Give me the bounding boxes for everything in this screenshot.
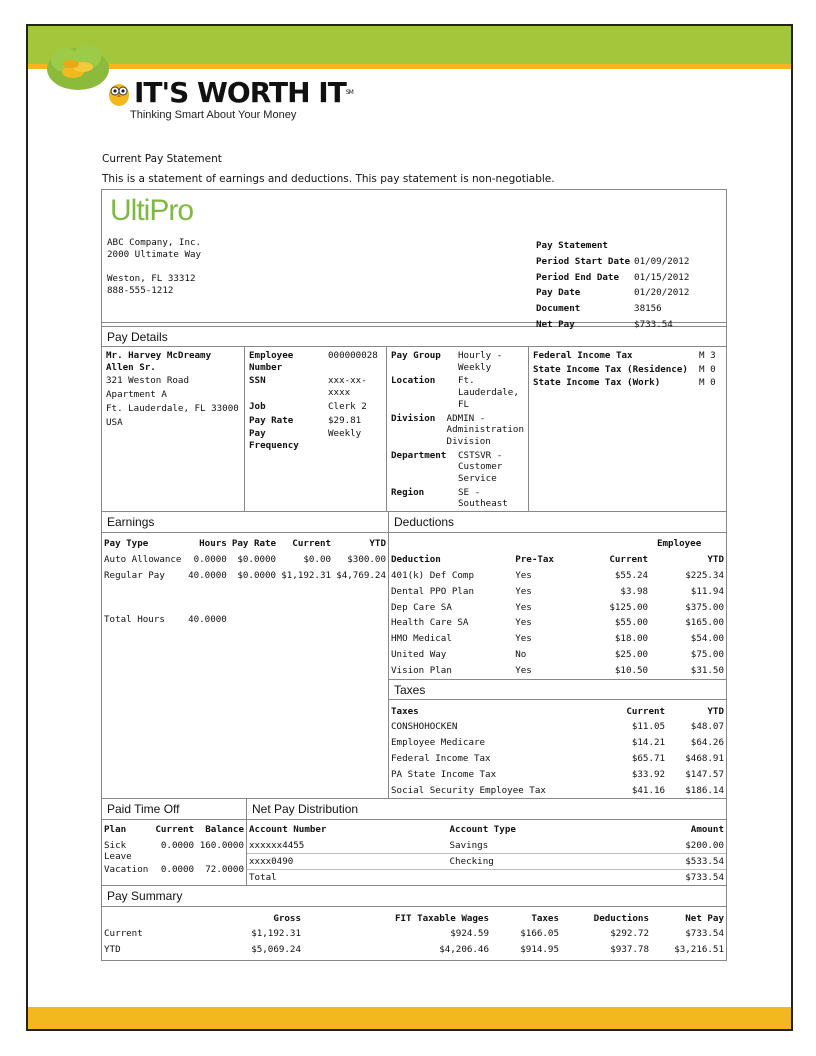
earnings-header: Hours <box>199 538 227 550</box>
table-row <box>102 838 246 862</box>
earnings-cell: $1,192.31 <box>281 569 332 581</box>
deduction-cell: Yes <box>515 569 532 581</box>
tax-cell: $65.71 <box>631 752 666 764</box>
employee-apt: Apartment A <box>106 389 167 401</box>
npd-table <box>247 822 726 885</box>
earnings-cell: Auto Allowance <box>104 554 182 566</box>
taxes-table <box>389 703 726 798</box>
net-pay-label: Net Pay <box>536 318 575 330</box>
division-value: ADMIN - <box>446 412 486 424</box>
summary-cell: $1,192.31 <box>251 928 301 940</box>
earnings-cell: $0.00 <box>303 554 332 566</box>
table-row <box>389 662 726 678</box>
npd-cell: Savings <box>448 838 621 854</box>
summary-row-label: YTD <box>104 944 121 956</box>
group-value2: Weekly <box>458 361 492 373</box>
table-row <box>389 647 726 663</box>
table-row <box>247 838 726 854</box>
summary-cell: $5,069.24 <box>251 944 301 956</box>
total-hours-label: Total Hours <box>104 613 165 625</box>
pto-header: Plan <box>104 824 127 836</box>
deduction-cell: $225.34 <box>685 569 724 581</box>
npd-header: Amount <box>690 824 724 836</box>
pto-cell: 0.0000 <box>160 864 195 876</box>
taxes-header: Current <box>626 705 666 717</box>
table-row <box>247 854 726 870</box>
summary-cell: $166.05 <box>520 928 559 940</box>
department-value2: Customer <box>458 461 503 473</box>
table-row <box>389 766 726 782</box>
ultipro-logo: UltiPro <box>110 194 194 227</box>
deduction-cell: HMO Medical <box>391 633 452 645</box>
location-value3: FL <box>458 398 470 410</box>
pay-statement <box>101 189 727 961</box>
statement-header <box>102 190 726 330</box>
freq-label: Pay <box>249 428 266 440</box>
table-row <box>102 568 388 584</box>
table-row <box>389 751 726 767</box>
deductions-title: Deductions <box>389 512 726 533</box>
summary-cell: $937.78 <box>610 944 649 956</box>
document-value: 38156 <box>634 303 662 315</box>
emp-number-value: 000000028 <box>328 350 378 361</box>
region-label: Region <box>391 486 425 498</box>
pto-cell: Sick <box>104 839 127 851</box>
deductions-header: Pre-Tax <box>515 554 554 566</box>
state-work-tax-label: State Income Tax (Work) <box>533 377 661 389</box>
state-res-tax-value: M 0 <box>699 363 716 375</box>
net-pay-value: $733.54 <box>634 318 673 330</box>
employee-street: 321 Weston Road <box>106 375 189 387</box>
rate-value: $29.81 <box>328 414 362 426</box>
tax-cell: $11.05 <box>631 721 666 733</box>
table-row <box>389 599 726 615</box>
earnings-section <box>102 512 389 798</box>
summary-header: FIT Taxable Wages <box>394 912 489 924</box>
rate-label: Pay Rate <box>249 414 294 426</box>
employee-city: Ft. Lauderdale, FL 33000 <box>106 402 239 414</box>
taxes-title: Taxes <box>389 679 726 700</box>
tax-cell: Employee Medicare <box>391 737 486 749</box>
region-value2: Southeast <box>458 498 508 510</box>
earnings-cell: 40.0000 <box>188 569 227 581</box>
coins-cloud-icon <box>45 42 111 92</box>
pto-cell: 160.0000 <box>199 839 244 851</box>
table-row <box>389 615 726 631</box>
period-start-value: 01/09/2012 <box>634 255 690 267</box>
company-name: ABC Company, Inc. <box>107 237 202 248</box>
earnings-cell: Regular Pay <box>104 569 165 581</box>
period-start-label: Period Start Date <box>536 255 631 267</box>
summary-cell: $914.95 <box>520 944 559 956</box>
earnings-table <box>102 536 388 627</box>
tax-cell: $41.16 <box>631 784 666 796</box>
pto-cell: Vacation <box>104 864 149 876</box>
deduction-cell: $18.00 <box>614 633 649 645</box>
deduction-cell: $375.00 <box>685 601 724 613</box>
company-address <box>107 237 201 297</box>
region-value: SE - <box>458 486 481 498</box>
table-row <box>102 552 388 568</box>
deduction-cell: $25.00 <box>614 648 649 660</box>
pay-date-value: 01/20/2012 <box>634 287 690 299</box>
summary-cell: $292.72 <box>610 928 649 940</box>
pay-date-label: Pay Date <box>536 287 581 299</box>
freq-label2: Frequency <box>249 439 299 451</box>
company-phone: 888-555-1212 <box>107 285 174 296</box>
tax-cell: $468.91 <box>685 752 724 764</box>
total-hours-value: 40.0000 <box>188 613 227 625</box>
earnings-cell: $4,769.24 <box>336 569 386 581</box>
earnings-cell: $300.00 <box>347 554 386 566</box>
table-row <box>389 782 726 798</box>
npd-cell: xxxxxx4455 <box>247 838 448 854</box>
table-row <box>389 735 726 751</box>
document-label: Document <box>536 303 581 315</box>
npd-header: Account Number <box>249 824 327 836</box>
job-label: Job <box>249 400 266 412</box>
tax-cell: $147.57 <box>685 768 724 780</box>
pay-details-title: Pay Details <box>102 326 726 347</box>
earnings-header: Pay Rate <box>231 538 277 550</box>
deduction-cell: $10.50 <box>614 664 649 676</box>
deduction-cell: Yes <box>515 601 532 613</box>
table-row <box>247 869 726 885</box>
deduction-cell: Health Care SA <box>391 617 469 629</box>
freq-value: Weekly <box>328 428 362 440</box>
table-row <box>389 568 726 584</box>
employee-name-line2: Allen Sr. <box>106 361 156 373</box>
pto-netpay <box>102 799 726 886</box>
earnings-deductions <box>102 512 726 799</box>
deduction-cell: $31.50 <box>690 664 724 676</box>
deductions-header: Deduction <box>391 554 441 566</box>
department-value: CSTSVR - <box>458 449 503 461</box>
division-value3: Division <box>446 435 491 447</box>
employee-org-info <box>387 347 529 511</box>
npd-cell: $533.54 <box>621 854 726 870</box>
summary-header <box>102 910 203 926</box>
earnings-header: Pay Type <box>104 538 149 550</box>
earnings-header: Current <box>292 538 332 550</box>
brand-name: IT'S WORTH IT <box>134 76 346 109</box>
npd-cell: $200.00 <box>621 838 726 854</box>
table-row <box>102 926 726 942</box>
ssn-value: xxx-xx- <box>328 375 367 387</box>
emp-number-label2: Number <box>249 361 283 373</box>
deduction-cell: Yes <box>515 664 532 676</box>
company-street: 2000 Ultimate Way <box>107 249 202 260</box>
table-row <box>102 942 726 958</box>
deduction-cell: $55.00 <box>614 617 649 629</box>
deduction-cell: Yes <box>515 617 532 629</box>
fed-tax-status-value: M 3 <box>699 350 716 361</box>
summary-header: Taxes <box>531 912 559 924</box>
bottom-gold-band <box>28 1007 791 1029</box>
deduction-cell: $165.00 <box>685 617 724 629</box>
deduction-cell: $75.00 <box>690 648 724 660</box>
deduction-cell: No <box>515 648 527 660</box>
deduction-cell: 401(k) Def Comp <box>391 569 474 581</box>
top-green-band <box>28 26 791 64</box>
earnings-cell: 0.0000 <box>193 554 227 566</box>
deductions-group-header: Employee <box>656 538 702 550</box>
division-value2: Administration <box>446 424 524 436</box>
npd-cell: xxxx0490 <box>247 854 448 870</box>
job-value: Clerk 2 <box>328 400 367 412</box>
pto-cell: 0.0000 <box>160 839 195 851</box>
deduction-cell: $3.98 <box>620 585 649 597</box>
tax-status-info <box>529 347 726 511</box>
summary-header: Net Pay <box>685 912 724 924</box>
summary-cell: $4,206.46 <box>439 944 489 956</box>
pay-summary-title: Pay Summary <box>102 886 726 907</box>
earnings-total-row <box>102 611 388 627</box>
pto-header: Current <box>155 824 195 836</box>
npd-cell: Checking <box>448 854 621 870</box>
pto-title: Paid Time Off <box>102 799 246 820</box>
brand-logo <box>108 78 353 121</box>
tax-cell: $186.14 <box>685 784 724 796</box>
summary-header: Deductions <box>593 912 649 924</box>
pto-table <box>102 822 246 878</box>
tax-cell: Social Security Employee Tax <box>391 784 546 796</box>
pto-cell: 72.0000 <box>205 864 244 876</box>
tax-cell: $33.92 <box>631 768 666 780</box>
ssn-label: SSN <box>249 375 266 387</box>
ssn-value2: xxxx <box>328 387 351 399</box>
npd-total-label: Total <box>249 871 277 883</box>
pay-details <box>102 347 726 512</box>
npd-header: Account Type <box>449 824 516 836</box>
pto-section <box>102 799 247 885</box>
npd-total-value: $733.54 <box>685 871 724 883</box>
deduction-cell: Yes <box>515 585 532 597</box>
location-value2: Lauderdale, <box>458 387 519 399</box>
earnings-cell: $0.0000 <box>237 569 277 581</box>
table-row <box>389 583 726 599</box>
location-value: Ft. <box>458 375 475 387</box>
table-row <box>389 719 726 735</box>
owl-icon <box>108 79 130 107</box>
statement-note: This is a statement of earnings and deductions. This pay statement is non-negotiable. <box>102 173 555 185</box>
fed-tax-status-label: Federal Income Tax <box>533 350 633 361</box>
deduction-cell: Dep Care SA <box>391 601 452 613</box>
pto-cell-line2: Leave <box>104 850 132 862</box>
company-city: Weston, FL 33312 <box>107 273 196 284</box>
employee-name: Mr. Harvey McDreamy <box>106 350 212 361</box>
statement-info <box>534 237 691 334</box>
summary-cell: $3,216.51 <box>674 944 724 956</box>
employee-job-info <box>245 347 387 511</box>
earnings-cell: $0.0000 <box>237 554 277 566</box>
brand-tagline: Thinking Smart About Your Money <box>130 109 297 121</box>
emp-number-label: Employee <box>249 350 294 361</box>
taxes-header: YTD <box>707 705 724 717</box>
deduction-cell: Vision Plan <box>391 664 452 676</box>
summary-header: Gross <box>273 912 301 924</box>
deduction-cell: $55.24 <box>614 569 649 581</box>
statement-info-heading: Pay Statement <box>536 240 608 251</box>
summary-cell: $733.54 <box>685 928 724 940</box>
net-pay-distribution <box>247 799 726 885</box>
deduction-cell: $125.00 <box>609 601 649 613</box>
employee-address <box>102 347 245 511</box>
page-title: Current Pay Statement <box>102 153 222 165</box>
page-frame <box>26 24 793 1031</box>
table-row <box>389 631 726 647</box>
pto-header: Balance <box>205 824 244 836</box>
pay-summary-table <box>102 910 726 957</box>
earnings-title: Earnings <box>102 512 388 533</box>
group-value: Hourly - <box>458 350 503 361</box>
state-res-tax-label: State Income Tax (Residence) <box>533 363 688 375</box>
period-end-label: Period End Date <box>536 271 619 283</box>
deduction-cell: Dental PPO Plan <box>391 585 474 597</box>
location-label: Location <box>391 375 436 387</box>
deduction-cell: Yes <box>515 633 532 645</box>
tax-cell: $48.07 <box>690 721 724 733</box>
earnings-header: YTD <box>369 538 386 550</box>
state-work-tax-value: M 0 <box>699 377 716 389</box>
deductions-table <box>389 536 726 678</box>
division-label: Division <box>391 412 436 424</box>
summary-cell: $924.59 <box>450 928 489 940</box>
table-row <box>102 862 246 878</box>
tax-cell: PA State Income Tax <box>391 768 497 780</box>
deductions-taxes <box>389 512 726 798</box>
taxes-header: Taxes <box>391 705 419 717</box>
department-label: Department <box>391 449 447 461</box>
npd-title: Net Pay Distribution <box>247 799 726 820</box>
brand-trademark: SM <box>345 89 353 96</box>
tax-cell: $64.26 <box>690 737 724 749</box>
deduction-cell: United Way <box>391 648 447 660</box>
summary-row-label: Current <box>104 928 143 940</box>
deductions-header: Current <box>609 554 649 566</box>
tax-cell: $14.21 <box>631 737 666 749</box>
department-value3: Service <box>458 473 497 485</box>
group-label: Pay Group <box>391 350 441 361</box>
employee-country: USA <box>106 416 123 428</box>
tax-cell: CONSHOHOCKEN <box>391 721 458 733</box>
deduction-cell: $11.94 <box>690 585 724 597</box>
tax-cell: Federal Income Tax <box>391 752 491 764</box>
period-end-value: 01/15/2012 <box>634 271 690 283</box>
deductions-header: YTD <box>707 554 724 566</box>
deduction-cell: $54.00 <box>690 633 724 645</box>
